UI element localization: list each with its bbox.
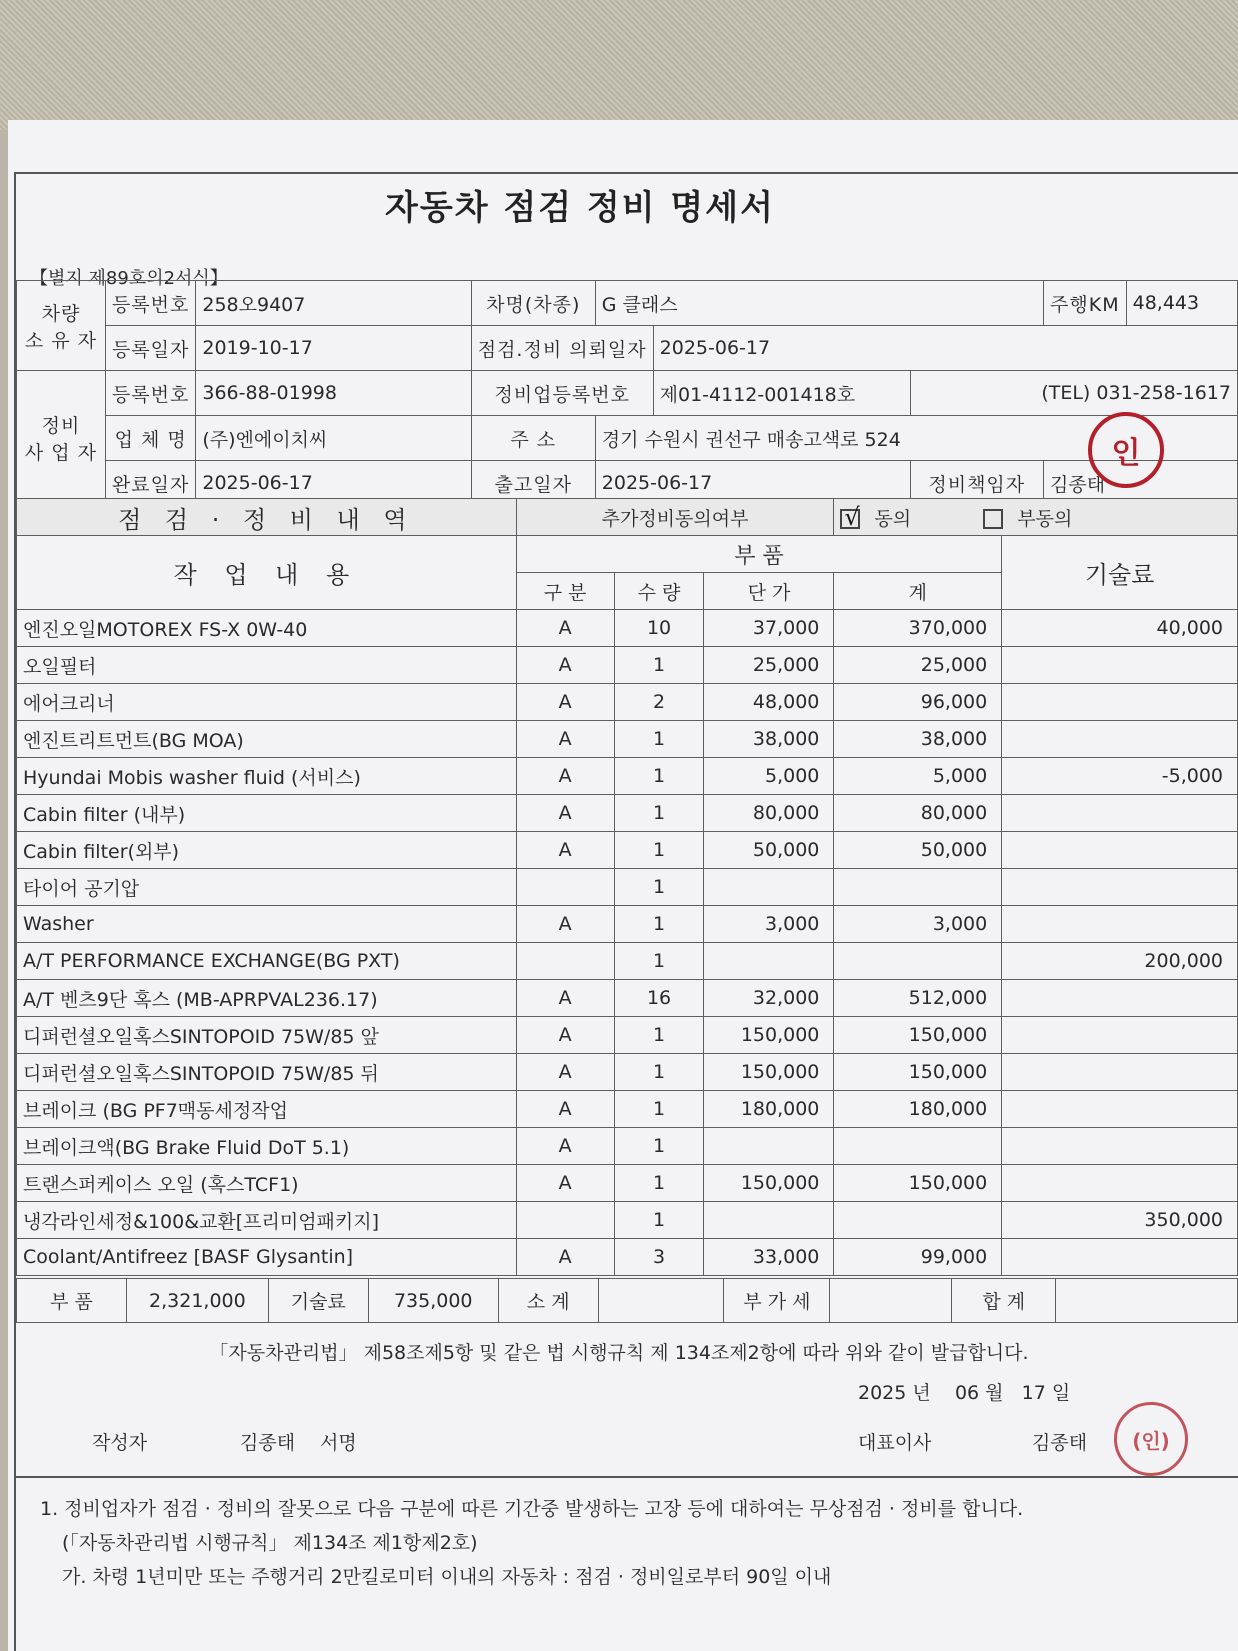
item-work: A/T PERFORMANCE EXCHANGE(BG PXT) [17, 943, 517, 980]
item-labor: 350,000 [1002, 1202, 1238, 1239]
background-fabric [0, 0, 1238, 130]
item-unit-price: 33,000 [704, 1239, 834, 1276]
item-qty: 1 [614, 647, 704, 684]
item-work: Cabin filter(외부) [17, 832, 517, 869]
owner-reg-date: 2019-10-17 [196, 326, 471, 371]
company-seal-stamp: 인 [1088, 412, 1164, 488]
vehicle-name: G 클래스 [595, 281, 1043, 326]
footer-divider [14, 1476, 1238, 1478]
item-unit-price: 32,000 [704, 980, 834, 1017]
item-qty: 3 [614, 1239, 704, 1276]
consent-label: 추가정비동의여부 [516, 499, 834, 536]
item-unit-price: 80,000 [704, 795, 834, 832]
item-type: A [516, 610, 614, 647]
shop-reg-label: 정비업등록번호 [471, 371, 653, 416]
item-qty: 1 [614, 1128, 704, 1165]
table-row [17, 795, 1238, 832]
owner-reg-no: 258오9407 [196, 281, 471, 326]
item-labor: -5,000 [1002, 758, 1238, 795]
item-total: 150,000 [834, 1165, 1002, 1202]
totals-parts-label: 부 품 [17, 1279, 127, 1323]
totals-subtotal [598, 1279, 724, 1323]
item-labor [1002, 647, 1238, 684]
company-name: (주)엔에이치씨 [196, 416, 471, 461]
footer-line-3: 가. 차령 1년미만 또는 주행거리 2만킬로미터 이내의 자동차 : 점검 · 정비일로부터 90일 이내 [62, 1566, 832, 1588]
item-qty: 1 [614, 1091, 704, 1128]
totals-grand [1056, 1279, 1238, 1323]
item-labor [1002, 1239, 1238, 1276]
table-row [17, 1128, 1238, 1165]
item-type: A [516, 684, 614, 721]
ceo-seal-stamp: (인) [1114, 1402, 1188, 1476]
item-type: A [516, 1054, 614, 1091]
totals-table [16, 1278, 1238, 1323]
item-qty: 1 [614, 795, 704, 832]
item-qty: 1 [614, 906, 704, 943]
col-type: 구 분 [516, 573, 614, 610]
item-labor [1002, 684, 1238, 721]
item-total [834, 1202, 1002, 1239]
item-work: 브레이크액(BG Brake Fluid DoT 5.1) [17, 1128, 517, 1165]
item-unit-price: 150,000 [704, 1165, 834, 1202]
legal-statement: 「자동차관리법」 제58조제5항 및 같은 법 시행규칙 제 134조제2항에 따라 위와 같이 발급합니다. [209, 1342, 1029, 1364]
item-total: 3,000 [834, 906, 1002, 943]
item-total [834, 869, 1002, 906]
ceo-name: 김종태 [1032, 1432, 1088, 1454]
item-type: A [516, 980, 614, 1017]
item-qty: 1 [614, 1054, 704, 1091]
item-total: 5,000 [834, 758, 1002, 795]
document-title: 자동차 점검 정비 명세서 [385, 188, 775, 228]
item-unit-price: 150,000 [704, 1017, 834, 1054]
footer-line-2: (「자동차관리법 시행규칙」 제134조 제1항제2호) [62, 1532, 478, 1554]
item-labor [1002, 869, 1238, 906]
shop-section-label: 정비 사 업 자 [17, 371, 106, 506]
item-work: 냉각라인세정&100&교환[프리미엄패키지] [17, 1202, 517, 1239]
item-unit-price: 180,000 [704, 1091, 834, 1128]
km-label: 주행KM [1044, 281, 1127, 326]
item-total: 180,000 [834, 1091, 1002, 1128]
item-total: 99,000 [834, 1239, 1002, 1276]
item-type: A [516, 647, 614, 684]
shop-tel: (TEL) 031-258-1617 [910, 371, 1238, 416]
item-total: 512,000 [834, 980, 1002, 1017]
item-labor [1002, 1091, 1238, 1128]
table-row [17, 943, 1238, 980]
item-total: 80,000 [834, 795, 1002, 832]
item-unit-price: 3,000 [704, 906, 834, 943]
item-unit-price [704, 1128, 834, 1165]
table-row [17, 906, 1238, 943]
totals-vat [830, 1279, 952, 1323]
item-work: 오일필터 [17, 647, 517, 684]
shop-biz-no: 366-88-01998 [196, 371, 471, 416]
item-unit-price: 38,000 [704, 721, 834, 758]
item-total: 25,000 [834, 647, 1002, 684]
item-type [516, 1202, 614, 1239]
item-type: A [516, 1017, 614, 1054]
manager-name: 김종태 [1044, 461, 1238, 506]
item-work: 디퍼런셜오일혹스SINTOPOID 75W/85 앞 [17, 1017, 517, 1054]
item-unit-price: 50,000 [704, 832, 834, 869]
disagree-label: 부동의 [1017, 507, 1073, 530]
owner-reg-date-label: 등록일자 [105, 326, 195, 371]
item-qty: 16 [614, 980, 704, 1017]
table-row [17, 758, 1238, 795]
item-unit-price [704, 943, 834, 980]
writer-name: 김종태 [240, 1432, 296, 1454]
owner-reg-no-label: 등록번호 [105, 281, 195, 326]
item-type: A [516, 721, 614, 758]
totals-labor-label: 기술료 [268, 1279, 368, 1323]
item-labor: 200,000 [1002, 943, 1238, 980]
item-qty: 2 [614, 684, 704, 721]
item-work: 에어크리너 [17, 684, 517, 721]
item-type: A [516, 906, 614, 943]
table-row [17, 1165, 1238, 1202]
owner-section-label: 차량 소 유 자 [17, 281, 106, 371]
release-date: 2025-06-17 [595, 461, 910, 506]
vehicle-name-label: 차명(차종) [471, 281, 595, 326]
table-row [17, 721, 1238, 758]
item-work: A/T 벤츠9단 혹스 (MB-APRPVAL236.17) [17, 980, 517, 1017]
totals-subtotal-label: 소 계 [498, 1279, 598, 1323]
col-unit-price: 단 가 [704, 573, 834, 610]
col-work: 작 업 내 용 [17, 536, 517, 610]
item-unit-price [704, 869, 834, 906]
item-qty: 10 [614, 610, 704, 647]
item-qty: 1 [614, 832, 704, 869]
table-row [17, 1202, 1238, 1239]
issue-date: 2025 년 06 월 17 일 [858, 1382, 1071, 1404]
item-work: Cabin filter (내부) [17, 795, 517, 832]
item-type [516, 943, 614, 980]
item-unit-price: 48,000 [704, 684, 834, 721]
item-type: A [516, 832, 614, 869]
totals-labor: 735,000 [368, 1279, 498, 1323]
item-total: 96,000 [834, 684, 1002, 721]
item-labor [1002, 1165, 1238, 1202]
table-row [17, 1091, 1238, 1128]
item-qty: 1 [614, 1017, 704, 1054]
table-row [17, 980, 1238, 1017]
address-label: 주 소 [471, 416, 595, 461]
consent-options [834, 499, 1238, 536]
totals-grand-label: 합 계 [952, 1279, 1056, 1323]
item-type [516, 869, 614, 906]
table-row [17, 1017, 1238, 1054]
item-work: 타이어 공기압 [17, 869, 517, 906]
agree-label: 동의 [874, 507, 912, 530]
request-date-label: 점검.정비 의뢰일자 [471, 326, 653, 371]
col-qty: 수 량 [614, 573, 704, 610]
item-labor [1002, 1128, 1238, 1165]
table-row [17, 1239, 1238, 1276]
table-row [17, 684, 1238, 721]
item-unit-price [704, 1202, 834, 1239]
totals-parts: 2,321,000 [126, 1279, 268, 1323]
item-type: A [516, 1165, 614, 1202]
item-labor [1002, 795, 1238, 832]
address-value: 경기 수원시 권선구 매송고색로 524 [595, 416, 1237, 461]
item-unit-price: 25,000 [704, 647, 834, 684]
request-date: 2025-06-17 [653, 326, 1237, 371]
item-work: 엔진오일MOTOREX FS-X 0W-40 [17, 610, 517, 647]
item-type: A [516, 758, 614, 795]
item-labor [1002, 906, 1238, 943]
item-work: Hyundai Mobis washer fluid (서비스) [17, 758, 517, 795]
item-total [834, 1128, 1002, 1165]
km-value: 48,443 [1126, 281, 1237, 326]
item-labor [1002, 721, 1238, 758]
item-work: 브레이크 (BG PF7맥동세정작업 [17, 1091, 517, 1128]
item-qty: 1 [614, 1202, 704, 1239]
done-date-label: 완료일자 [105, 461, 195, 506]
table-row [17, 832, 1238, 869]
item-work: Washer [17, 906, 517, 943]
item-labor [1002, 832, 1238, 869]
item-qty: 1 [614, 943, 704, 980]
shop-biz-no-label: 등록번호 [105, 371, 195, 416]
work-section-title: 점 검 · 정 비 내 역 [17, 499, 517, 536]
item-total: 50,000 [834, 832, 1002, 869]
item-labor [1002, 1017, 1238, 1054]
item-qty: 1 [614, 869, 704, 906]
disagree-checkbox[interactable] [983, 509, 1003, 529]
item-work: 엔진트리트먼트(BG MOA) [17, 721, 517, 758]
work-items-table [16, 498, 1238, 1276]
item-labor: 40,000 [1002, 610, 1238, 647]
item-qty: 1 [614, 1165, 704, 1202]
item-type: A [516, 1239, 614, 1276]
item-type: A [516, 1091, 614, 1128]
release-date-label: 출고일자 [471, 461, 595, 506]
item-total: 150,000 [834, 1017, 1002, 1054]
item-work: 디퍼런셜오일혹스SINTOPOID 75W/85 뒤 [17, 1054, 517, 1091]
item-work: 트랜스퍼케이스 오일 (혹스TCF1) [17, 1165, 517, 1202]
table-row [17, 610, 1238, 647]
item-rows [17, 610, 1238, 1276]
header-info-table [16, 280, 1238, 506]
item-type: A [516, 1128, 614, 1165]
col-labor: 기술료 [1002, 536, 1238, 610]
col-total: 계 [834, 573, 1002, 610]
item-qty: 1 [614, 758, 704, 795]
item-total [834, 943, 1002, 980]
totals-vat-label: 부 가 세 [724, 1279, 830, 1323]
item-total: 150,000 [834, 1054, 1002, 1091]
writer-sign-label: 서명 [320, 1432, 357, 1454]
manager-label: 정비책임자 [910, 461, 1044, 506]
ceo-label: 대표이사 [858, 1432, 932, 1454]
table-row [17, 869, 1238, 906]
table-row [17, 1054, 1238, 1091]
form-number: 【별지 제89호의2서식】 [30, 268, 228, 289]
item-unit-price: 5,000 [704, 758, 834, 795]
item-type: A [516, 795, 614, 832]
item-unit-price: 37,000 [704, 610, 834, 647]
agree-checkbox[interactable]: √ [840, 509, 860, 529]
done-date: 2025-06-17 [196, 461, 471, 506]
shop-reg-no: 제01-4112-001418호 [653, 371, 910, 416]
item-unit-price: 150,000 [704, 1054, 834, 1091]
item-qty: 1 [614, 721, 704, 758]
item-total: 370,000 [834, 610, 1002, 647]
item-work: Coolant/Antifreez [BASF Glysantin] [17, 1239, 517, 1276]
item-labor [1002, 1054, 1238, 1091]
company-label: 업 체 명 [105, 416, 195, 461]
footer-line-1: 1. 정비업자가 점검 · 정비의 잘못으로 다음 구분에 따른 기간중 발생하는 고장 등에 대하여는 무상점검 · 정비를 합니다. [40, 1498, 1024, 1520]
writer-label: 작성자 [92, 1432, 148, 1454]
col-parts: 부 품 [516, 536, 1002, 573]
item-total: 38,000 [834, 721, 1002, 758]
table-row [17, 647, 1238, 684]
item-labor [1002, 980, 1238, 1017]
